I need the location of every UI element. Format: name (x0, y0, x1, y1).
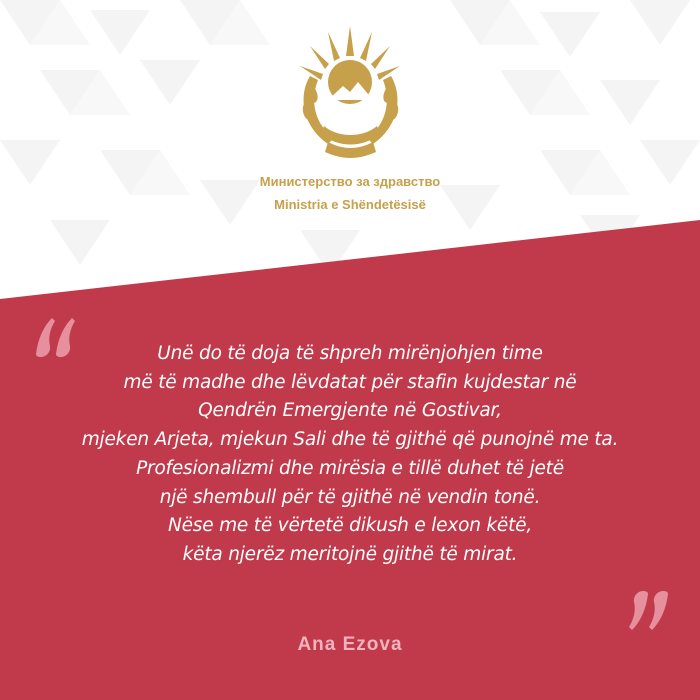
quote-line: Unë do të doja të shpreh mirënjohjen time (157, 343, 543, 364)
quote-author: Ana Ezova (297, 634, 403, 655)
quote-line: një shembull për të gjithë në vendin tonë. (159, 486, 541, 508)
quote-line: këta njerëz meritojnë gjithë të mirat. (182, 543, 518, 565)
quote-line: mjeken Arjeta, mjekun Sali dhe të gjithë që punojnë me ta. (81, 429, 619, 451)
ministry-name-macedonian: Министерство за здравство (259, 174, 441, 189)
quote-line: Nëse me të vërtetë dikush e lexon këtë, (167, 515, 533, 537)
quote-line: Profesionalizmi dhe mirësia e tillë duhet të jetë (136, 457, 564, 479)
quote-line: Qendrën Emergjente në Gostivar, (198, 400, 502, 422)
quote-line: më të madhe dhe lëvdatat për stafin kujdestar në (123, 371, 577, 393)
quote-text (0, 340, 700, 570)
ministry-name-albanian: Ministria e Shëndetësisë (274, 197, 426, 212)
